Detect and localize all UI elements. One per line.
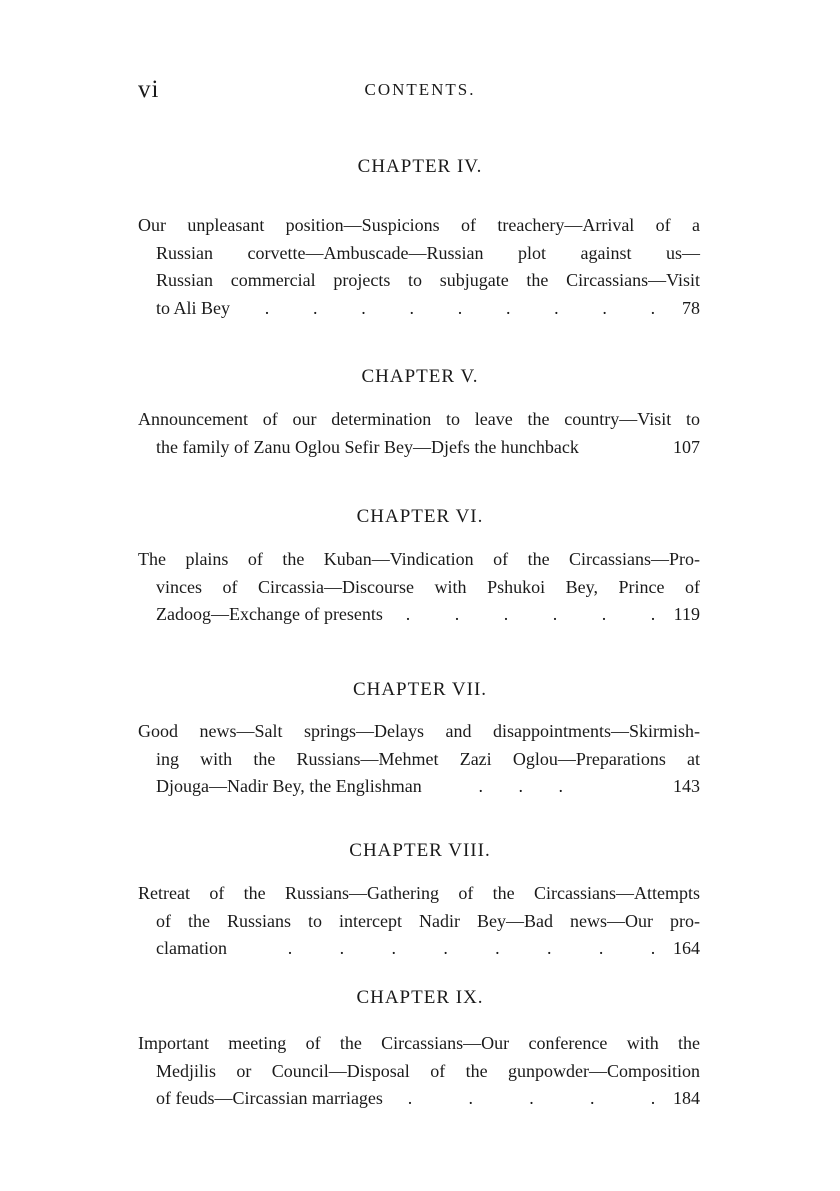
dot-leader: . . . . . . . . bbox=[287, 938, 656, 958]
entry-last-line bbox=[138, 773, 700, 801]
page-folio: vi bbox=[138, 76, 160, 103]
page-number: 184 bbox=[673, 1088, 700, 1108]
dot-leader: . . . . . bbox=[407, 1088, 656, 1108]
entry-line: Zadoog—Exchange of presents bbox=[156, 604, 383, 624]
entry-line: The plains of the Kuban—Vindication of the Circassians—Pro- bbox=[138, 549, 700, 569]
chapter-entry bbox=[138, 1030, 700, 1113]
chapter-heading: CHAPTER VIII. bbox=[349, 840, 491, 861]
page-number: 107 bbox=[673, 436, 700, 457]
entry-line: of the Russians to intercept Nadir Bey—Bad news—Our pro- bbox=[156, 910, 700, 931]
entry-last-line bbox=[138, 1085, 700, 1113]
entry-last-line bbox=[138, 935, 700, 963]
chapter-heading: CHAPTER VI. bbox=[356, 506, 484, 527]
entry-line: Russian corvette—Ambuscade—Russian plot against us— bbox=[156, 242, 700, 263]
entry-last-line bbox=[138, 295, 700, 323]
entry-line: Retreat of the Russians—Gathering of the Circassians—Attempts bbox=[138, 883, 700, 903]
dot-leader: . . . . . . . . . bbox=[264, 297, 656, 318]
chapter-entry bbox=[138, 718, 700, 801]
dot-leader: . . . bbox=[478, 776, 564, 796]
chapter-entry bbox=[138, 880, 700, 963]
entry-line: the family of Zanu Oglou Sefir Bey—Djefs the hunchback bbox=[156, 436, 579, 457]
running-title: CONTENTS. bbox=[364, 80, 476, 99]
entry-line: clamation bbox=[156, 938, 227, 958]
chapter-heading: CHAPTER IV. bbox=[357, 156, 483, 177]
entry-line: Our unpleasant position—Suspicions of treachery—Arrival of a bbox=[138, 215, 700, 235]
chapter-heading: CHAPTER VII. bbox=[352, 679, 488, 700]
chapter-entry bbox=[138, 212, 700, 322]
chapter-entry bbox=[138, 406, 700, 461]
entry-last-line bbox=[138, 601, 700, 629]
chapter-heading: CHAPTER IX. bbox=[356, 987, 484, 1008]
chapter-entry bbox=[138, 546, 700, 629]
entry-line: Announcement of our determination to leave the country—Visit to bbox=[138, 409, 700, 429]
entry-last-line bbox=[138, 434, 700, 462]
entry-line: Djouga—Nadir Bey, the Englishman bbox=[156, 776, 422, 796]
entry-line: Good news—Salt springs—Delays and disappointments—Skirmish- bbox=[138, 721, 700, 741]
dot-leader: . . . . . . bbox=[405, 604, 656, 624]
running-header bbox=[0, 76, 840, 106]
entry-line: Important meeting of the Circassians—Our conference with the bbox=[138, 1033, 700, 1053]
entry-line: vinces of Circassia—Discourse with Pshukoi Bey, Prince of bbox=[156, 576, 700, 597]
page-number: 119 bbox=[673, 604, 700, 624]
page-number: 78 bbox=[682, 297, 700, 318]
entry-line: of feuds—Circassian marriages bbox=[156, 1088, 383, 1108]
entry-line: to Ali Bey bbox=[156, 297, 231, 318]
page-number: 143 bbox=[673, 776, 700, 796]
entry-line: Medjilis or Council—Disposal of the gunpowder—Composition bbox=[156, 1060, 700, 1081]
page-number: 164 bbox=[673, 938, 700, 958]
chapter-heading: CHAPTER V. bbox=[361, 366, 479, 387]
entry-line: Russian commercial projects to subjugate the Circassians—Visit bbox=[156, 270, 700, 290]
entry-line: ing with the Russians—Mehmet Zazi Oglou—Preparations at bbox=[156, 748, 700, 769]
